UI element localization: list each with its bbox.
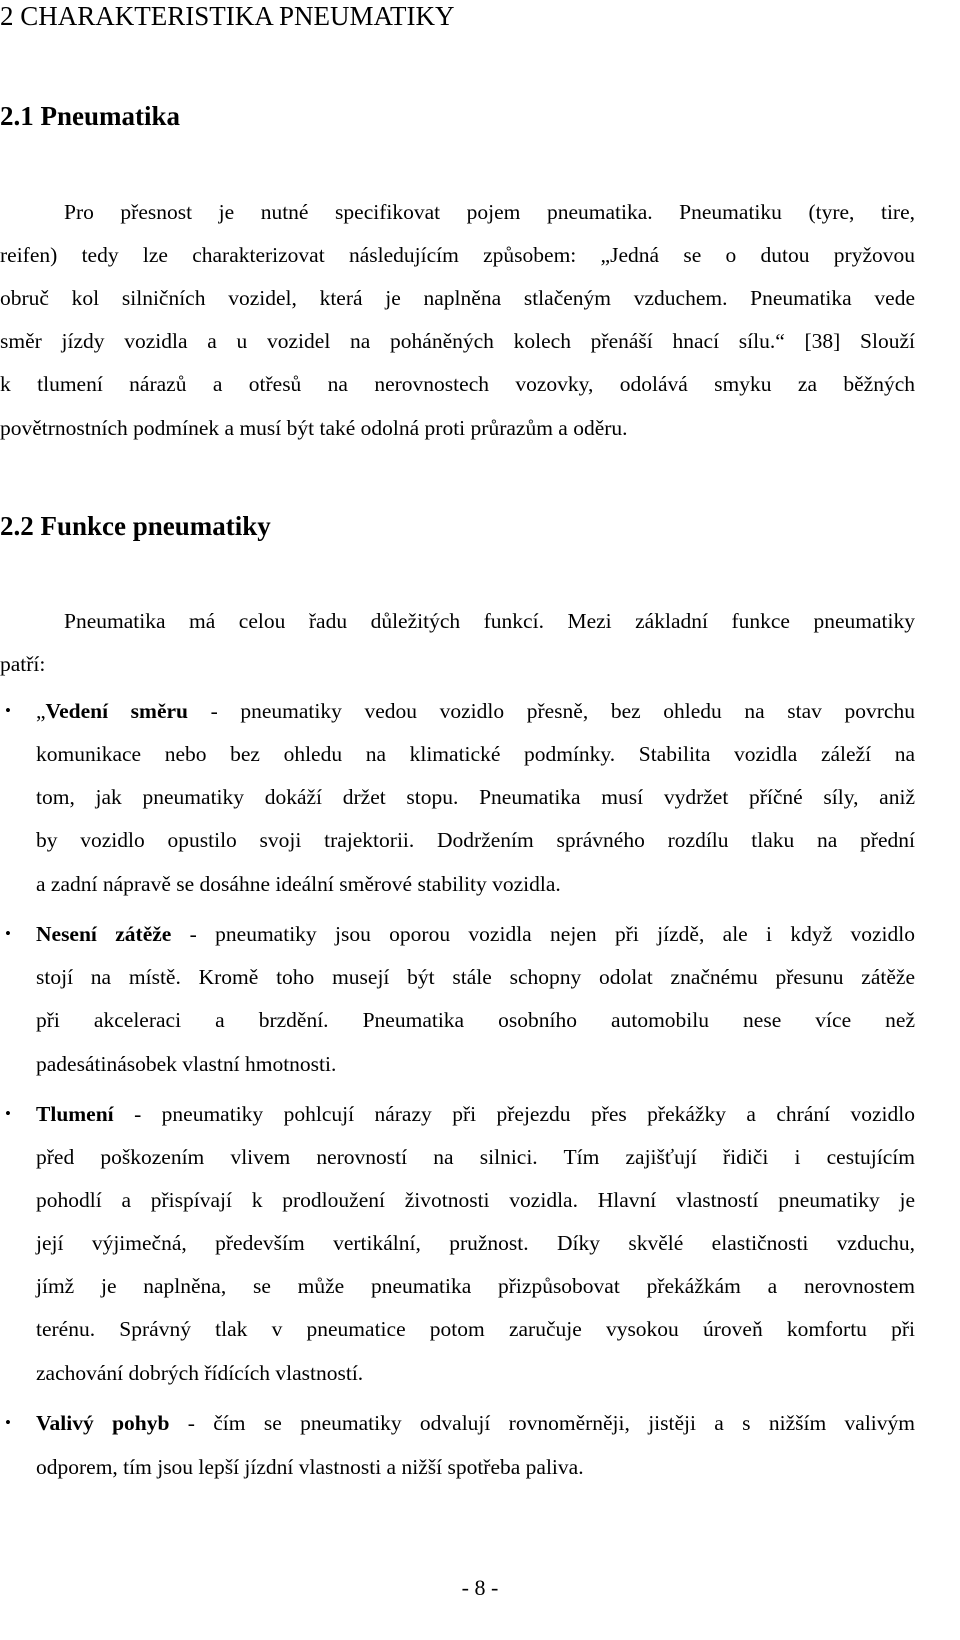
list-item-text: - pneumatiky jsou oporou vozidla nejen při jízdě, ale i když vozidlo <box>171 922 915 946</box>
list-item-line: stojí na místě. Kromě toho musejí být stále schopny odolat značnému přesunu zátěže <box>36 965 915 989</box>
list-item-line: a zadní nápravě se dosáhne ideální směrové stability vozidla. <box>36 872 561 896</box>
list-item-text: - pneumatiky vedou vozidlo přesně, bez ohledu na stav povrchu <box>188 699 915 723</box>
bullet-icon: • <box>5 701 11 720</box>
list-item-line: pohodlí a přispívají k prodloužení životnosti vozidla. Hlavní vlastností pneumatiky je <box>36 1188 915 1212</box>
list-item-title: Valivý pohyb <box>36 1411 170 1435</box>
list-item-line: před poškozením vlivem nerovností na silnici. Tím zajišťují řidiči i cestujícím <box>36 1145 915 1169</box>
list-item-text: - čím se pneumatiky odvalují rovnoměrněji, jistěji a s nižším valivým <box>169 1411 915 1435</box>
list-item-line: padesátinásobek vlastní hmotnosti. <box>36 1052 337 1076</box>
paragraph-line: k tlumení nárazů a otřesů na nerovnostech vozovky, odolává smyku za běžných <box>0 372 915 396</box>
list-item-line: jímž je naplněna, se může pneumatika přizpůsobovat překážkám a nerovnostem <box>36 1274 915 1298</box>
section-heading-2-2: 2.2 Funkce pneumatiky <box>0 511 271 541</box>
paragraph-line: povětrnostních podmínek a musí být také odolná proti průrazům a oděru. <box>0 416 628 440</box>
bullet-icon: • <box>5 924 11 943</box>
paragraph-line: obruč kol silničních vozidel, která je naplněna stlačeným vzduchem. Pneumatika vede <box>0 286 915 310</box>
list-item-line: tom, jak pneumatiky dokáží držet stopu. Pneumatika musí vydržet příčné síly, aniž <box>36 785 915 809</box>
list-item-first-line <box>36 1409 915 1437</box>
bullet-icon: • <box>5 1413 11 1432</box>
list-item-title: Tlumení <box>36 1102 114 1126</box>
list-item-title: Vedení směru <box>45 699 188 723</box>
quote-mark: „ <box>36 699 46 723</box>
list-item-line: zachování dobrých řídících vlastností. <box>36 1361 364 1385</box>
paragraph-line: Pneumatika má celou řadu důležitých funkcí. Mezi základní funkce pneumatiky <box>64 609 915 633</box>
list-item-first-line <box>36 697 915 725</box>
list-item-line: odporem, tím jsou lepší jízdní vlastnosti a nižší spotřeba paliva. <box>36 1455 584 1479</box>
list-item-first-line <box>36 1100 915 1128</box>
section-heading-2-1: 2.1 Pneumatika <box>0 101 181 131</box>
paragraph-line: patří: <box>0 652 46 676</box>
list-item-line: terénu. Správný tlak v pneumatice potom zaručuje vysokou úroveň komfortu při <box>36 1317 915 1341</box>
page-number: - 8 - <box>461 1575 499 1600</box>
list-item-line: by vozidlo opustilo svoji trajektorii. Dodržením správného rozdílu tlaku na přední <box>36 828 915 852</box>
paragraph-line: Pro přesnost je nutné specifikovat pojem pneumatika. Pneumatiku (tyre, tire, <box>64 200 915 224</box>
bullet-icon: • <box>5 1104 11 1123</box>
paragraph-line: reifen) tedy lze charakterizovat následujícím způsobem: „Jedná se o dutou pryžovou <box>0 243 915 267</box>
list-item-line: komunikace nebo bez ohledu na klimatické podmínky. Stabilita vozidla záleží na <box>36 742 915 766</box>
chapter-heading: 2 CHARAKTERISTIKA PNEUMATIKY <box>0 1 455 31</box>
list-item-text: - pneumatiky pohlcují nárazy při přejezdu přes překážky a chrání vozidlo <box>113 1102 915 1126</box>
list-item-first-line <box>36 920 915 948</box>
list-item-line: při akceleraci a brzdění. Pneumatika osobního automobilu nese více než <box>36 1008 915 1032</box>
list-item-title: Nesení zátěže <box>36 922 172 946</box>
list-item-line: její výjimečná, především vertikální, pružnost. Díky skvělé elastičnosti vzduchu, <box>36 1231 915 1255</box>
paragraph-line: směr jízdy vozidla a u vozidel na poháněných kolech přenáší hnací sílu.“ [38] Slouží <box>0 329 915 353</box>
